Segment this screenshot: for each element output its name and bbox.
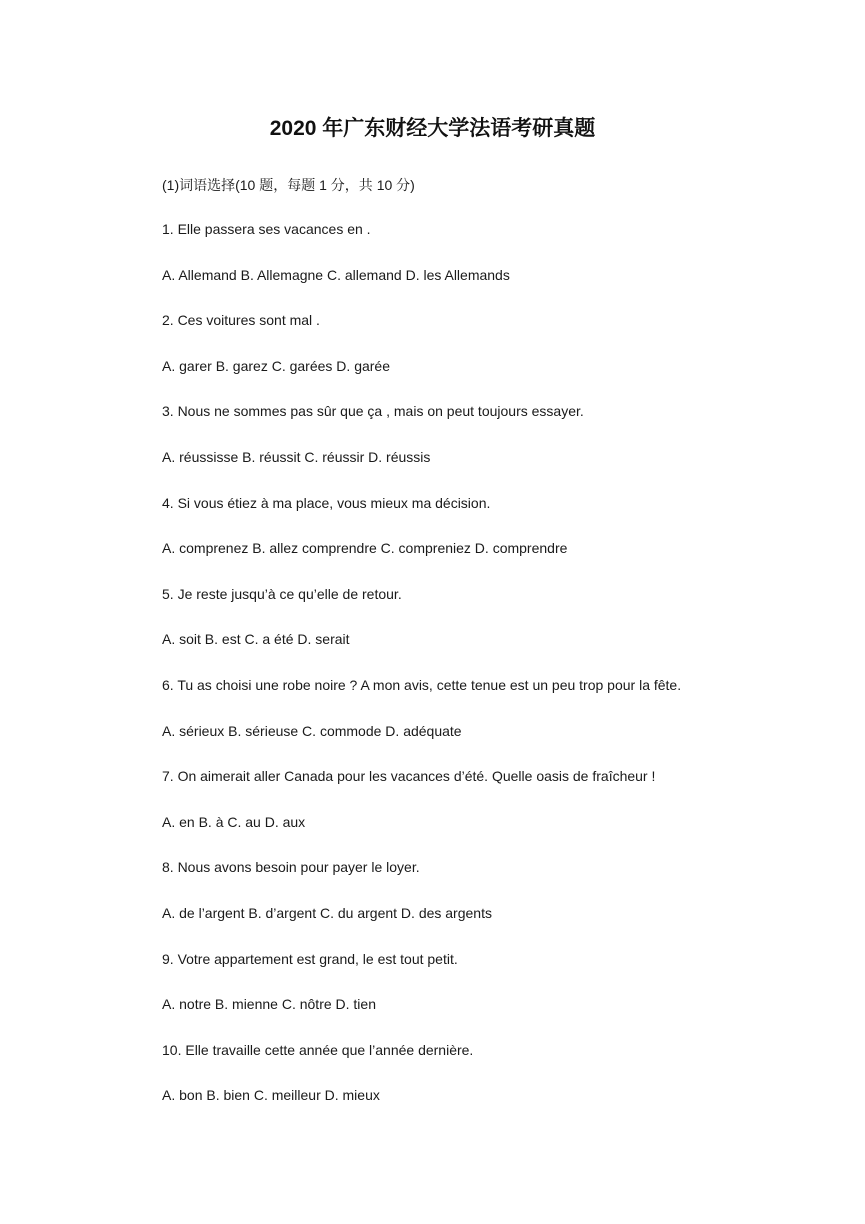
question-stem-8: 8. Nous avons besoin pour payer le loyer.: [162, 859, 420, 876]
question-options-1: A. Allemand B. Allemagne C. allemand D. les Allemands: [162, 266, 510, 283]
question-stem-6: 6. Tu as choisi une robe noire ? A mon avis, cette tenue est un peu trop pour la fête.: [162, 676, 682, 693]
page-title: 2020 年广东财经大学法语考研真题: [269, 117, 596, 140]
question-stem-2: 2. Ces voitures sont mal .: [162, 312, 320, 329]
question-options-10: A. bon B. bien C. meilleur D. mieux: [162, 1087, 380, 1104]
question-options-4: A. comprenez B. allez comprendre C. compreniez D. comprendre: [162, 540, 568, 557]
question-options-6: A. sérieux B. sérieuse C. commode D. adéquate: [162, 722, 462, 739]
section-heading: (1)词语选择(10 题，每题 1 分，共 10 分): [162, 177, 415, 193]
question-options-8: A. de l’argent B. d’argent C. du argent D. des argents: [162, 904, 492, 921]
question-stem-9: 9. Votre appartement est grand, le est tout petit.: [162, 950, 458, 967]
question-options-3: A. réussisse B. réussit C. réussir D. réussis: [162, 448, 431, 465]
question-stem-10: 10. Elle travaille cette année que l’année dernière.: [162, 1041, 474, 1058]
question-stem-1: 1. Elle passera ses vacances en .: [162, 221, 371, 237]
question-options-5: A. soit B. est C. a été D. serait: [162, 631, 350, 648]
question-options-9: A. notre B. mienne C. nôtre D. tien: [162, 996, 376, 1013]
question-stem-5: 5. Je reste jusqu’à ce qu’elle de retour.: [162, 585, 402, 602]
question-stem-7: 7. On aimerait aller Canada pour les vacances d’été. Quelle oasis de fraîcheur !: [162, 768, 656, 785]
question-options-7: A. en B. à C. au D. aux: [162, 813, 306, 830]
question-stem-3: 3. Nous ne sommes pas sûr que ça , mais on peut toujours essayer.: [162, 403, 584, 420]
question-stem-4: 4. Si vous étiez à ma place, vous mieux ma décision.: [162, 494, 491, 511]
question-options-2: A. garer B. garez C. garées D. garée: [162, 357, 390, 374]
question-list: [162, 216, 822, 1128]
